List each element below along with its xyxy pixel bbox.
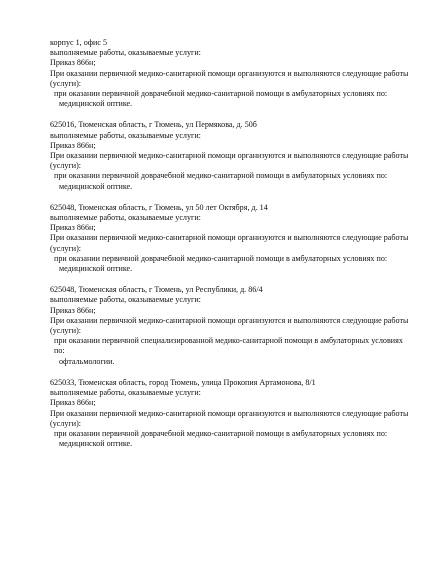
order-reference: Приказ 866н; — [50, 58, 96, 68]
order-reference: Приказ 866н; — [50, 398, 96, 408]
primary-care-text: При оказании первичной медико-санитарной помощи организуются и выполняются следующие работы (услуги): — [50, 68, 409, 88]
order-reference: Приказ 866н; — [50, 223, 96, 233]
primary-care-text: При оказании первичной медико-санитарной помощи организуются и выполняются следующие работы (услуги): — [50, 233, 409, 253]
primary-care-text: При оказании первичной медико-санитарной помощи организуются и выполняются следующие работы (услуги): — [50, 151, 409, 171]
address: 625033, Тюменская область, город Тюмень, улица Прокопия Артамонова, 8/1 — [50, 377, 316, 387]
care-type: при оказании первичной доврачебной медико-санитарной помощи в амбулаторных условиях по: — [54, 428, 388, 438]
address: корпус 1, офис 5 — [50, 38, 107, 47]
document-page — [50, 38, 412, 460]
specialty: офтальмологии. — [59, 356, 115, 366]
care-type: при оказании первичной специализированной медико-санитарной помощи в амбулаторных условиях по: — [54, 336, 403, 356]
care-type: при оказании первичной доврачебной медико-санитарной помощи в амбулаторных условиях по: — [54, 171, 388, 181]
works-heading: выполняемые работы, оказываемые услуги: — [50, 295, 201, 305]
primary-care-text: При оказании первичной медико-санитарной помощи организуются и выполняются следующие работы (услуги): — [50, 408, 409, 428]
works-heading: выполняемые работы, оказываемые услуги: — [50, 48, 201, 58]
address: 625016, Тюменская область, г Тюмень, ул Пермякова, д. 50б — [50, 120, 257, 130]
works-heading: выполняемые работы, оказываемые услуги: — [50, 130, 201, 140]
care-type: при оказании первичной доврачебной медико-санитарной помощи в амбулаторных условиях по: — [54, 253, 388, 263]
care-type: при оказании первичной доврачебной медико-санитарной помощи в амбулаторных условиях по: — [54, 89, 388, 99]
license-address-block — [50, 38, 412, 109]
order-reference: Приказ 866н; — [50, 305, 96, 315]
specialty: медицинской оптике. — [59, 264, 133, 274]
license-address-block — [50, 203, 412, 274]
license-address-block — [50, 378, 412, 449]
license-address-block — [50, 120, 412, 191]
address: 625048, Тюменская область, г Тюмень, ул 50 лет Октября, д. 14 — [50, 202, 268, 212]
works-heading: выполняемые работы, оказываемые услуги: — [50, 388, 201, 398]
specialty: медицинской оптике. — [59, 439, 133, 449]
specialty: медицинской оптике. — [59, 99, 133, 109]
license-address-block — [50, 285, 412, 367]
works-heading: выполняемые работы, оказываемые услуги: — [50, 213, 201, 223]
order-reference: Приказ 866н; — [50, 140, 96, 150]
address: 625048, Тюменская область, г Тюмень, ул Республики, д. 86/4 — [50, 285, 263, 295]
primary-care-text: При оказании первичной медико-санитарной помощи организуются и выполняются следующие работы (услуги): — [50, 315, 409, 336]
specialty: медицинской оптике. — [59, 181, 133, 191]
